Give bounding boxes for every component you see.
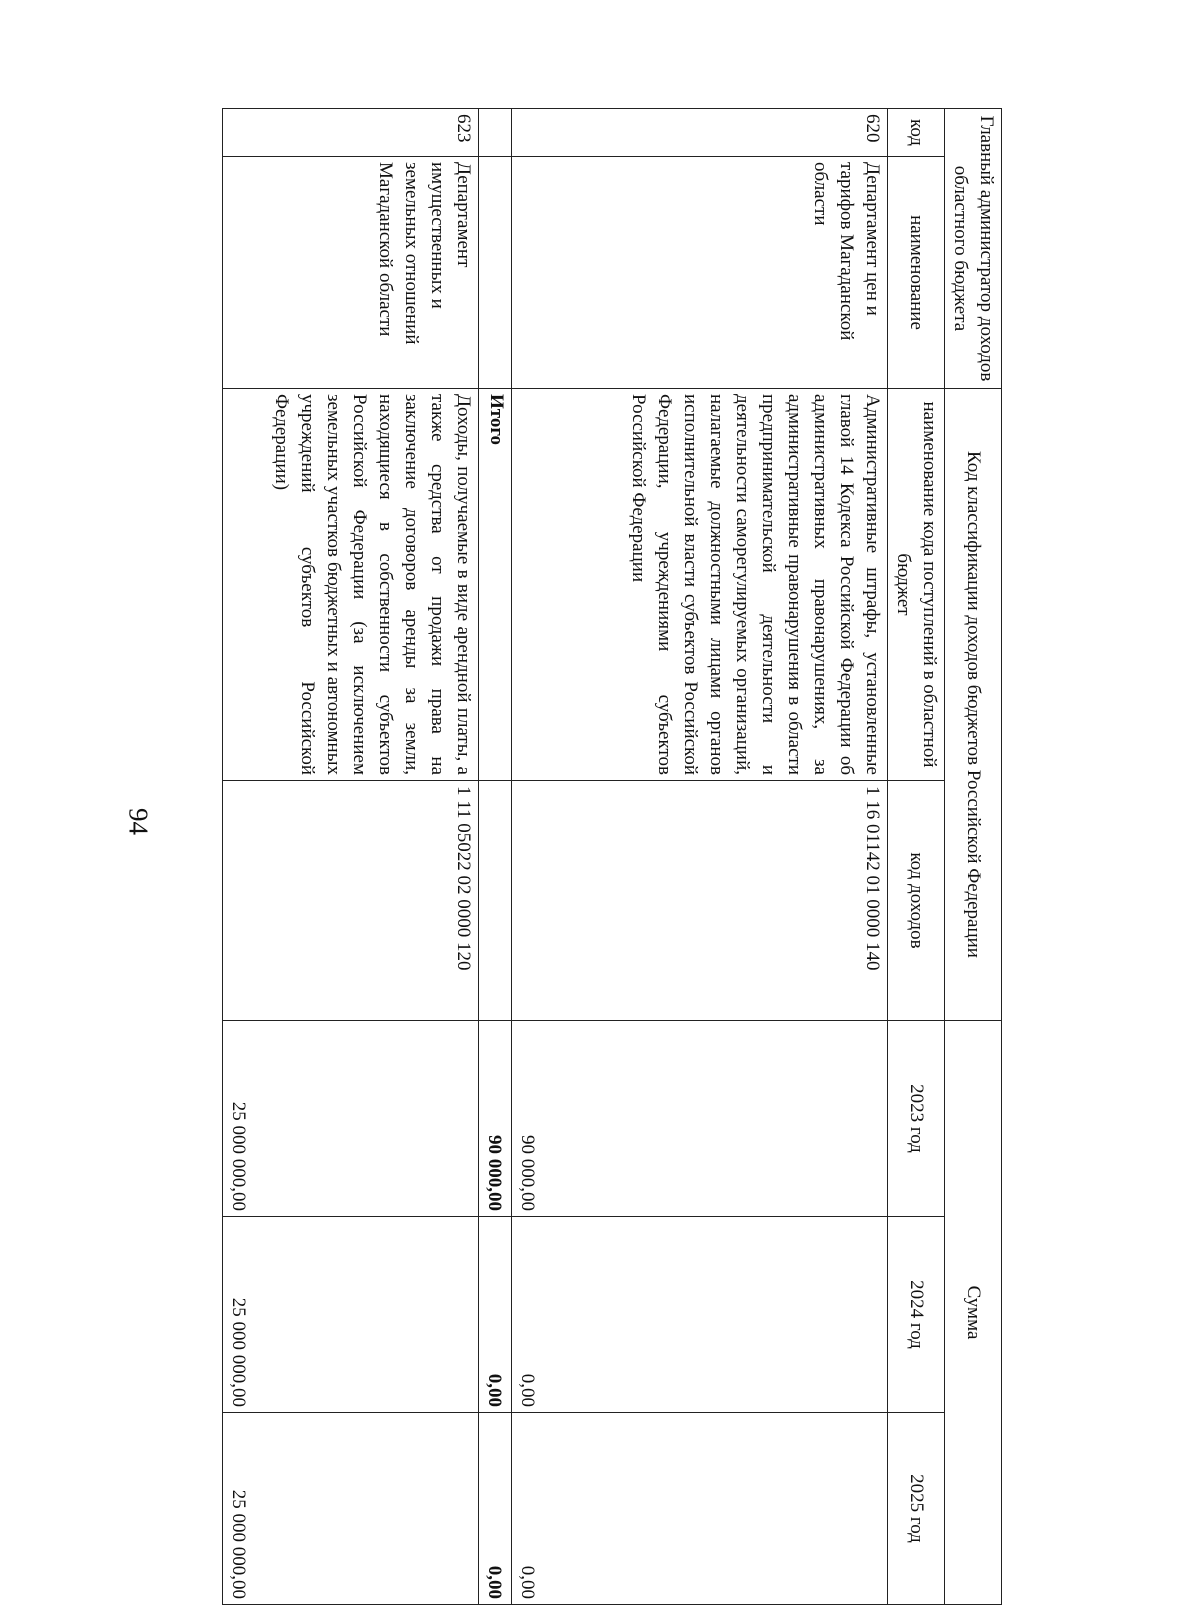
kbk-code-column-header: код доходов: [888, 781, 945, 1021]
budget-table-rotated: [222, 108, 1002, 1604]
row-income-code: 1 11 05022 02 0000 120: [223, 781, 479, 1021]
kbk-group-header: Код классификации доходов бюджетов Российской Федерации: [945, 389, 1002, 1021]
total-amount-2024: 0,00: [479, 1217, 512, 1413]
row-amount-2024: 25 000 000,00: [223, 1217, 479, 1413]
row-amount-2024: 0,00: [512, 1217, 888, 1413]
row-income-code: 1 16 01142 01 0000 140: [512, 781, 888, 1021]
admin-group-header: Главный администратор доходов областного бюджета: [945, 109, 1002, 389]
row-amount-2023: 25 000 000,00: [223, 1021, 479, 1217]
row-code: 623: [223, 109, 479, 157]
kbk-name-column-header: наименование кода поступлений в областной бюджет: [888, 389, 945, 781]
table-row: [512, 109, 888, 1605]
row-amount-2025: 25 000 000,00: [223, 1413, 479, 1605]
year-2023-header: 2023 год: [888, 1021, 945, 1217]
total-amount-2025: 0,00: [479, 1413, 512, 1605]
budget-income-table: [222, 108, 1002, 1605]
name-column-header: наименование: [888, 157, 945, 389]
row-income-name: Административные штрафы, установленные главой 14 Кодекса Российской Федерации об административных правонарушениях, за административные правонарушения в области предпринимательской деятельности и деятельности саморегулируемых организаций, налагаемые должностными лицами органов исполнительной власти субъектов Российской Федерации, учреждениями субъектов Российской Федерации: [512, 389, 888, 781]
total-amount-2023: 90 000,00: [479, 1021, 512, 1217]
sum-group-header: Сумма: [945, 1021, 1002, 1605]
row-admin-name: Департамент имущественных и земельных отношений Магаданской области: [223, 157, 479, 389]
row-code: 620: [512, 109, 888, 157]
row-admin-name: Департамент цен и тарифов Магаданской области: [512, 157, 888, 389]
year-2024-header: 2024 год: [888, 1217, 945, 1413]
total-label: Итого: [479, 389, 512, 781]
code-column-header: код: [888, 109, 945, 157]
page-number: 94: [123, 808, 154, 835]
row-income-name: Доходы, получаемые в виде арендной платы, а также средства от продажи права на заключение договоров аренды за земли, находящиеся в собственности субъектов Российской Федерации (за исключением земельных участков бюджетных и автономных учреждений субъектов Российской Федерации): [223, 389, 479, 781]
table-row: [223, 109, 479, 1605]
total-row: [479, 109, 512, 1605]
row-amount-2023: 90 000,00: [512, 1021, 888, 1217]
year-2025-header: 2025 год: [888, 1413, 945, 1605]
row-amount-2025: 0,00: [512, 1413, 888, 1605]
